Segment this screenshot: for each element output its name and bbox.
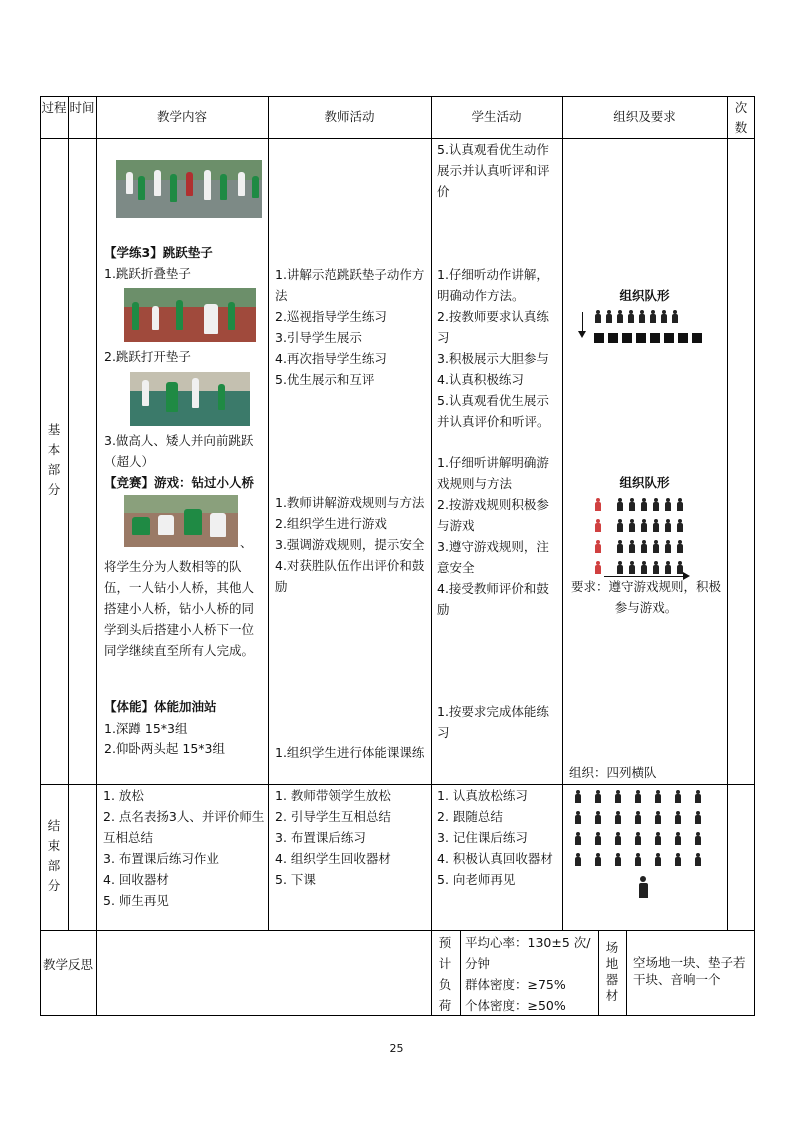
- formation-students-row: [594, 310, 682, 326]
- student-fitness: 1.按要求完成体能练习: [437, 704, 549, 740]
- student-game-2: 2.按游戏规则积极参与游戏: [437, 497, 549, 533]
- student-mat-5: 5.认真观看优生展示并认真评价和听评。: [437, 393, 550, 429]
- equipment-label: 场地器材: [605, 940, 619, 1003]
- arrow-down-icon: [582, 312, 583, 336]
- teacher-mat-1: 1.讲解示范跳跃垫子动作方法: [275, 267, 425, 303]
- photo-jump-open-mat: [130, 372, 250, 426]
- reflection-label: 教学反思: [42, 957, 93, 972]
- content-item1: 1.跳跃折叠垫子: [104, 266, 191, 281]
- content-item2: 2.跳跃打开垫子: [104, 349, 191, 364]
- section-end-label: 结束部分: [47, 818, 61, 893]
- teacher-mat-activities: [275, 264, 427, 390]
- photo-warmup: [116, 160, 262, 218]
- student-top-5: 5.认真观看优生动作展示并认真听评和评价: [437, 142, 550, 199]
- teacher-mat-3: 3.引导学生展示: [275, 330, 362, 345]
- formation-title-2: 组织队形: [619, 475, 670, 490]
- formation-title-1: 组织队形: [619, 288, 670, 303]
- teacher-fitness: 1.组织学生进行体能课课练: [275, 745, 425, 760]
- header-process: 过程: [41, 100, 67, 115]
- end-teacher-3: 3. 布置课后练习: [275, 830, 366, 845]
- end-formation-rows: [574, 790, 714, 874]
- student-mat-2: 2.按教师要求认真练习: [437, 309, 549, 345]
- photo-jump-folded-mat: [124, 288, 256, 342]
- student-mat-4: 4.认真积极练习: [437, 372, 524, 387]
- page-number: 25: [389, 1042, 404, 1055]
- practice3-title: 【学练3】跳跃垫子: [104, 245, 213, 260]
- student-game-4: 4.接受教师评价和鼓励: [437, 581, 549, 617]
- teacher-game-activities: [275, 492, 427, 597]
- end-content-1: 1. 放松: [103, 788, 144, 803]
- header-student: 学生活动: [471, 109, 522, 124]
- teacher-game-2: 2.组织学生进行游戏: [275, 516, 387, 531]
- teacher-game-1: 1.教师讲解游戏规则与方法: [275, 495, 425, 510]
- student-game-3: 3.遵守游戏规则，注意安全: [437, 539, 549, 575]
- end-teacher-4: 4. 组织学生回收器材: [275, 851, 391, 866]
- teacher-mat-5: 5.优生展示和互评: [275, 372, 375, 387]
- end-student-list: [437, 785, 559, 890]
- student-game-activities: [437, 452, 559, 620]
- fitness-title: 【体能】体能加油站: [104, 699, 217, 714]
- group-density: 群体密度：≥75%: [465, 977, 566, 992]
- end-teacher-1: 1. 教师带领学生放松: [275, 788, 391, 803]
- equipment-text: 空场地一块、垫子若干块、音响一个: [633, 955, 746, 987]
- teacher-game-4: 4.对获胜队伍作出评价和鼓励: [275, 558, 425, 594]
- teacher-mat-4: 4.再次指导学生练习: [275, 351, 387, 366]
- game-requirement: 要求：遵守游戏规则，积极参与游戏。: [570, 579, 721, 615]
- student-game-1: 1.仔细听讲解明确游戏规则与方法: [437, 455, 549, 491]
- game-title: 【竞赛】游戏：钻过小人桥: [104, 475, 255, 490]
- end-teacher-5: 5. 下课: [275, 872, 316, 887]
- teacher-game-3: 3.强调游戏规则，提示安全: [275, 537, 425, 552]
- header-teacher: 教师活动: [324, 109, 375, 124]
- game-trailing-mark: 、: [240, 535, 253, 550]
- individual-density: 个体密度：≥50%: [465, 998, 566, 1013]
- game-description: 将学生分为人数相等的队伍，一人钻小人桥，其他人搭建小人桥，钻小人桥的同学到头后搭建小人桥下一位同学继续直至所有人完成。: [104, 559, 255, 658]
- end-content-4: 4. 回收器材: [103, 872, 169, 887]
- end-student-2: 2. 跟随总结: [437, 809, 503, 824]
- photo-game-bridge: [124, 495, 238, 547]
- end-student-3: 3. 记住课后练习: [437, 830, 528, 845]
- student-mat-1: 1.仔细听动作讲解，明确动作方法。: [437, 267, 549, 303]
- section-basic-label: 基本部分: [47, 422, 61, 497]
- end-student-1: 1. 认真放松练习: [437, 788, 528, 803]
- end-teacher-list: [275, 785, 427, 890]
- game-formation-rows: [594, 498, 688, 582]
- end-content-5: 5. 师生再见: [103, 893, 169, 908]
- load-label: 预计负荷: [438, 935, 452, 1013]
- header-time: 时间: [69, 100, 95, 115]
- header-content: 教学内容: [156, 109, 207, 124]
- end-content-list: [103, 785, 265, 911]
- student-mat-activities: [437, 264, 559, 432]
- heart-rate: 平均心率：130±5 次/分钟: [465, 935, 591, 971]
- teacher-mat-2: 2.巡视指导学生练习: [275, 309, 387, 324]
- end-content-2: 2. 点名表扬3人、并评价师生互相总结: [103, 809, 265, 845]
- student-mat-3: 3.积极展示大胆参与: [437, 351, 549, 366]
- org-bottom-formation: 组织：四列横队: [569, 765, 657, 780]
- fitness-item2: 2.仰卧两头起 15*3组: [104, 741, 226, 756]
- end-student-5: 5. 向老师再见: [437, 872, 516, 887]
- end-student-4: 4. 积极认真回收器材: [437, 851, 553, 866]
- end-content-3: 3. 布置课后练习作业: [103, 851, 219, 866]
- formation-mats-row: [594, 332, 706, 346]
- fitness-item1: 1.深蹲 15*3组: [104, 721, 188, 736]
- header-count: 次数: [734, 100, 748, 135]
- teacher-figure-icon: [638, 876, 649, 901]
- end-teacher-2: 2. 引导学生互相总结: [275, 809, 391, 824]
- header-org: 组织及要求: [613, 109, 676, 124]
- content-item3: 3.做高人、矮人并向前跳跃（超人）: [104, 433, 254, 469]
